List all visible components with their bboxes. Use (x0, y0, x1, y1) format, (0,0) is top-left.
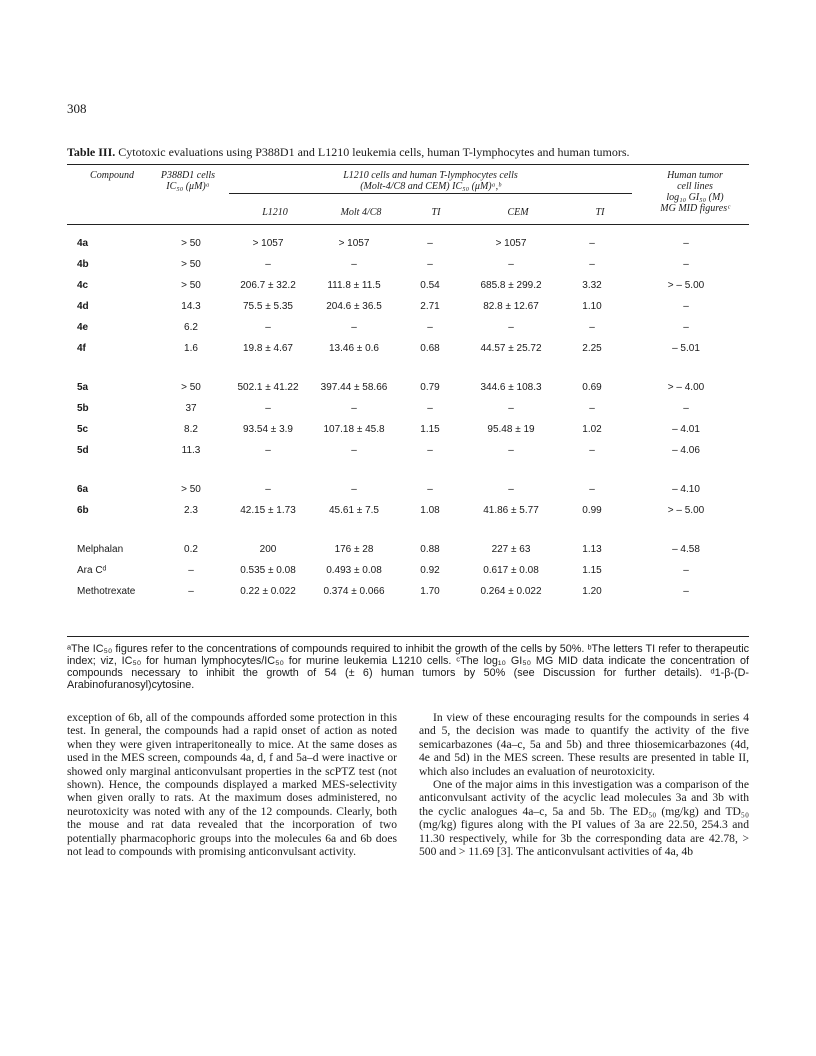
cell-cem: – (508, 259, 514, 270)
table-row (67, 254, 749, 275)
cell-molt: – (351, 322, 357, 333)
cell-compound: 5a (77, 382, 89, 393)
cell-tumor: – (683, 586, 689, 597)
cell-l1210: 75.5 ± 5.35 (243, 301, 293, 312)
cell-compound: 5b (77, 403, 89, 414)
table-row (67, 581, 749, 602)
group-header-rule (229, 193, 632, 194)
cell-tumor: > – 5.00 (667, 280, 705, 291)
cell-tumor: > – 4.00 (667, 382, 705, 393)
cell-p388: 2.3 (184, 505, 198, 516)
cell-molt: 0.493 ± 0.08 (326, 565, 382, 576)
cell-cem: 44.57 ± 25.72 (480, 343, 542, 354)
cell-molt: 45.61 ± 7.5 (329, 505, 379, 516)
cell-compound: 5c (77, 424, 89, 435)
cell-ti2: 0.69 (582, 382, 602, 393)
cell-tumor: – 4.10 (672, 484, 700, 495)
cell-cem: 41.86 ± 5.77 (483, 505, 539, 516)
table-row (67, 539, 749, 560)
cell-ti2: 1.15 (582, 565, 602, 576)
cell-p388: 1.6 (184, 343, 198, 354)
cell-ti2: 1.10 (582, 301, 602, 312)
cell-tumor: – 5.01 (672, 343, 700, 354)
cell-tumor: – (683, 403, 689, 414)
body-column-right (419, 711, 749, 858)
cell-ti2: – (589, 238, 595, 249)
cell-l1210: – (265, 445, 271, 456)
cell-l1210: 19.8 ± 4.67 (243, 343, 293, 354)
cell-compound: 4d (77, 301, 89, 312)
cell-ti2: – (589, 484, 595, 495)
cell-cem: 0.264 ± 0.022 (480, 586, 542, 597)
cell-compound: Methotrexate (77, 586, 136, 597)
cell-p388: 8.2 (184, 424, 198, 435)
cell-ti1: – (427, 259, 433, 270)
cell-ti1: 0.54 (420, 280, 440, 291)
cell-l1210: – (265, 259, 271, 270)
cell-p388: 14.3 (181, 301, 201, 312)
header-sub-cem: CEM (507, 207, 529, 218)
cell-ti2: – (589, 322, 595, 333)
cell-l1210: 42.15 ± 1.73 (240, 505, 296, 516)
header-tumor (640, 170, 750, 214)
body-left-paragraph: exception of 6b, all of the compounds afforded some protection in this test. In general, the compounds had a rapid onset of action as noted when they were given intraperitoneally to mice. At the same doses as used in the MES screen, compounds 4a, d, f and 5a–d were inactive or showed only marginal anticonvulsant properties in the scPTZ test (not shown). Hence, the compounds displayed a marked MES-selectivity when given orally to rats. At the maximum doses administered, no neurotoxicity was noted with any of the 12 compounds. Clearly, both the mouse and rat data revealed that the incorporation of two potentially pharmacophoric groups into the molecules 6a and 6b does not lead to compounds with promising anticonvulsant activity. (67, 711, 397, 859)
cell-compound: 4e (77, 322, 89, 333)
cell-l1210: > 1057 (252, 238, 284, 249)
cell-p388: 37 (185, 403, 197, 414)
gap-cell (67, 461, 749, 479)
cell-compound: 4b (77, 259, 89, 270)
cell-compound: 4f (77, 343, 86, 354)
table-row (67, 398, 749, 419)
table-bottom-rule (67, 636, 749, 637)
header-sub-ti1: TI (431, 207, 441, 218)
cell-molt: > 1057 (338, 238, 370, 249)
cell-tumor: – 4.58 (672, 544, 700, 555)
gap-cell (67, 521, 749, 539)
row-group-gap (67, 359, 749, 377)
cell-molt: 0.374 ± 0.066 (323, 586, 385, 597)
header-tumor-line2: cell lines (677, 181, 713, 192)
table-footnote: ᵃThe IC₅₀ figures refer to the concentrations of compounds required to inhibit the growth of the cells by 50%. ᵇThe letters TI refer to therapeutic index; viz, IC₅₀ for human lymphocytes/IC₅₀ for murine leukemia L1210 cells. ᶜThe log₁₀ GI₅₀ MG MID data indicate the concentration of compounds necessary to inhibit the growth of 54 (± 6) human tumors by 50% (see Discussion for further details). ᵈ1-β-(D-Arabinofuranosyl)cytosine. (67, 643, 749, 691)
header-p388 (148, 170, 228, 192)
header-tumor-line4: MG MID figuresᶜ (660, 203, 730, 214)
cell-molt: – (351, 445, 357, 456)
table-row (67, 317, 749, 338)
cell-l1210: – (265, 484, 271, 495)
cell-cem: > 1057 (495, 238, 527, 249)
page-number: 308 (67, 101, 87, 116)
body-right-paragraph-1: In view of these encouraging results for the compounds in series 4 and 5, the decision was made to quantify the activity of the five semicarbazones (4a–c, 5a and 5b) and three thiosemicarbazones (4d, 4e and 5d) in the MES screen. These results are presented in table II, which also includes an evaluation of neurotoxicity. (419, 711, 749, 778)
cell-ti1: 0.79 (420, 382, 440, 393)
cell-ti2: 3.32 (582, 280, 602, 291)
cell-molt: 13.46 ± 0.6 (329, 343, 379, 354)
cell-cem: – (508, 403, 514, 414)
table-row (67, 500, 749, 521)
table-body (67, 233, 749, 602)
cell-tumor: > – 5.00 (667, 505, 705, 516)
cell-ti1: 1.15 (420, 424, 440, 435)
cell-compound: 6a (77, 484, 89, 495)
header-compound-label: Compound (90, 170, 134, 181)
cell-ti1: – (427, 445, 433, 456)
cell-l1210: – (265, 322, 271, 333)
header-sub-molt: Molt 4/C8 (340, 207, 382, 218)
cell-compound: 5d (77, 445, 89, 456)
cell-molt: 397.44 ± 58.66 (320, 382, 388, 393)
cell-p388: > 50 (181, 280, 201, 291)
cell-ti2: – (589, 403, 595, 414)
body-column-left (67, 711, 397, 858)
cell-p388: 0.2 (184, 544, 198, 555)
cell-compound: 4c (77, 280, 89, 291)
cell-l1210: 93.54 ± 3.9 (243, 424, 293, 435)
table-row (67, 479, 749, 500)
cell-cem: 82.8 ± 12.67 (483, 301, 539, 312)
cell-p388: > 50 (181, 259, 201, 270)
table-row (67, 338, 749, 359)
cell-ti1: 0.68 (420, 343, 440, 354)
cell-p388: 6.2 (184, 322, 198, 333)
header-l1210-group (229, 170, 632, 192)
table-row (67, 275, 749, 296)
cell-p388: > 50 (181, 484, 201, 495)
cell-ti2: 1.20 (582, 586, 602, 597)
header-sub-ti2: TI (595, 207, 605, 218)
cell-ti2: 1.02 (582, 424, 602, 435)
cell-cem: 685.8 ± 299.2 (480, 280, 542, 291)
cell-cem: – (508, 322, 514, 333)
cell-ti1: – (427, 403, 433, 414)
cell-tumor: – (683, 565, 689, 576)
cell-ti2: 1.13 (582, 544, 602, 555)
row-group-gap (67, 521, 749, 539)
cell-l1210: 0.22 ± 0.022 (240, 586, 296, 597)
cell-tumor: – (683, 259, 689, 270)
cell-p388: > 50 (181, 382, 201, 393)
cell-cem: – (508, 484, 514, 495)
cell-compound: 6b (77, 505, 89, 516)
header-compound (67, 170, 157, 181)
cell-tumor: – (683, 322, 689, 333)
cell-ti1: 1.70 (420, 586, 440, 597)
table-top-rule (67, 164, 749, 165)
gap-cell (67, 359, 749, 377)
cell-cem: 0.617 ± 0.08 (483, 565, 539, 576)
table-row (67, 233, 749, 254)
cell-ti1: 0.92 (420, 565, 440, 576)
cell-p388: – (188, 565, 194, 576)
header-bottom-rule (67, 224, 749, 225)
cell-compound: Melphalan (77, 544, 124, 555)
cell-ti2: – (589, 445, 595, 456)
table-row (67, 377, 749, 398)
table-row (67, 419, 749, 440)
cell-ti1: 1.08 (420, 505, 440, 516)
header-l1210-group-line1: L1210 cells and human T-lymphocytes cells (343, 170, 518, 181)
cell-ti2: 2.25 (582, 343, 602, 354)
cell-l1210: 0.535 ± 0.08 (240, 565, 296, 576)
cell-molt: 176 ± 28 (334, 544, 374, 555)
cytotoxicity-table (67, 233, 749, 602)
header-l1210-group-line2: (Molt-4/C8 and CEM) IC₅₀ (μM)ᵃ,ᵇ (360, 181, 501, 192)
table-row (67, 440, 749, 461)
cell-l1210: 502.1 ± 41.22 (237, 382, 299, 393)
cell-tumor: – 4.01 (672, 424, 700, 435)
cell-p388: 11.3 (181, 445, 201, 456)
cell-molt: 111.8 ± 11.5 (327, 280, 381, 291)
cell-compound: Ara Cᵈ (77, 565, 107, 576)
cell-tumor: – 4.06 (672, 445, 700, 456)
body-right-paragraph-2: One of the major aims in this investigation was a comparison of the anticonvulsant activity of the acyclic lead molecules 3a and 3b with the cyclic analogues 4a–c, 5a and 5b. The ED₅₀ (mg/kg) and TD₅₀ (mg/kg) figures along with the PI values of 3a are 22.50, 254.3 and 11.30 respectively, while for 3b the corresponding data are 42.78, > 500 and > 11.69 [3]. The anticonvulsant activities of 4a, 4b (419, 778, 749, 859)
cell-compound: 4a (77, 238, 89, 249)
cell-ti1: – (427, 484, 433, 495)
cell-molt: – (351, 403, 357, 414)
cell-cem: 344.6 ± 108.3 (480, 382, 542, 393)
cell-tumor: – (683, 238, 689, 249)
cell-cem: 227 ± 63 (491, 544, 531, 555)
header-tumor-line1: Human tumor (667, 170, 723, 181)
cell-p388: > 50 (181, 238, 201, 249)
cell-l1210: 206.7 ± 32.2 (240, 280, 296, 291)
table-row (67, 560, 749, 581)
cell-ti2: – (589, 259, 595, 270)
cell-cem: 95.48 ± 19 (487, 424, 535, 435)
cell-ti2: 0.99 (582, 505, 602, 516)
cell-molt: – (351, 259, 357, 270)
cell-molt: 204.6 ± 36.5 (326, 301, 382, 312)
cell-molt: 107.18 ± 45.8 (323, 424, 385, 435)
cell-ti1: – (427, 322, 433, 333)
cell-ti1: – (427, 238, 433, 249)
cell-l1210: – (265, 403, 271, 414)
cell-l1210: 200 (259, 544, 277, 555)
header-p388-line1: P388D1 cells (160, 170, 216, 181)
cell-tumor: – (683, 301, 689, 312)
table-row (67, 296, 749, 317)
cell-p388: – (188, 586, 194, 597)
cell-ti1: 0.88 (420, 544, 440, 555)
table-caption-text: Cytotoxic evaluations using P388D1 and L1210 leukemia cells, human T-lymphocytes and human tumors. (118, 145, 630, 159)
cell-ti1: 2.71 (420, 301, 440, 312)
header-p388-line2: IC₅₀ (μM)ᵃ (166, 181, 210, 192)
cell-cem: – (508, 445, 514, 456)
table-caption (67, 145, 747, 160)
table-caption-label: Table III. (67, 145, 116, 159)
cell-molt: – (351, 484, 357, 495)
header-sub-l1210: L1210 (262, 207, 288, 218)
header-tumor-line3: log₁₀ GI₅₀ (M) (666, 192, 724, 203)
row-group-gap (67, 461, 749, 479)
